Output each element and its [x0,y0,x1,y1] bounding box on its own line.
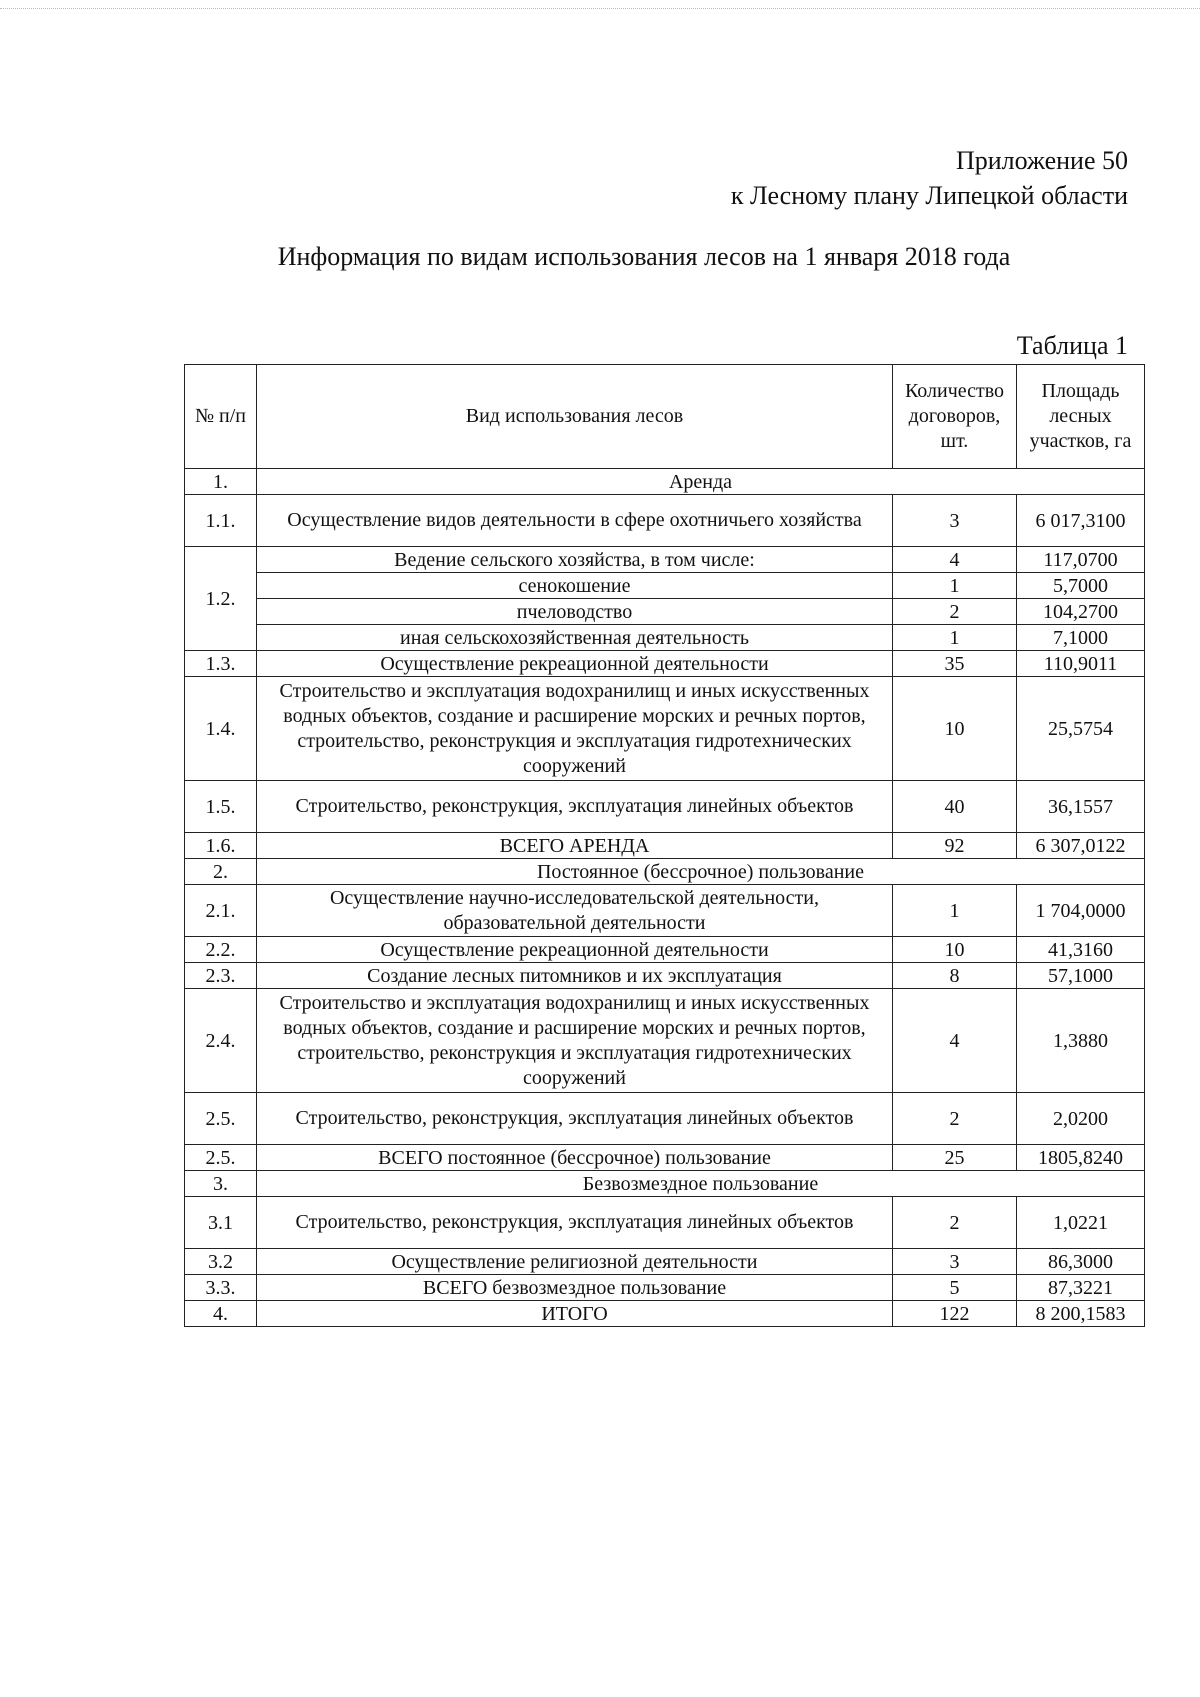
table-caption: Таблица 1 [1016,331,1128,360]
row-type: Осуществление видов деятельности в сфере охотничьего хозяйства [257,495,893,547]
row-type: иная сельскохозяйственная деятельность [257,625,893,651]
row-area: 25,5754 [1017,677,1145,781]
row-area: 57,1000 [1017,963,1145,989]
row-num: 2.5. [185,1093,257,1145]
row-area: 87,3221 [1017,1275,1145,1301]
row-type: Осуществление научно-исследовательской деятельности, образовательной деятельности [257,885,893,937]
row-area: 86,3000 [1017,1249,1145,1275]
row-count: 10 [893,677,1017,781]
row-count: 8 [893,963,1017,989]
row-area: 1805,8240 [1017,1145,1145,1171]
row-num: 3.1 [185,1197,257,1249]
row-count: 2 [893,599,1017,625]
row-num: 2.5. [185,1145,257,1171]
table-row [185,1197,1145,1249]
row-type: Ведение сельского хозяйства, в том числе: [257,547,893,573]
row-type: Строительство, реконструкция, эксплуатация линейных объектов [257,1093,893,1145]
row-area: 104,2700 [1017,599,1145,625]
section-row [185,469,1145,495]
row-num: 1.3. [185,651,257,677]
row-area: 8 200,1583 [1017,1301,1145,1327]
table-row [185,547,1145,573]
table-row [185,651,1145,677]
document-title: Информация по видам использования лесов на 1 января 2018 года [277,242,1011,271]
annex-line-1: Приложение 50 [955,146,1128,175]
annex-line-2: к Лесному плану Липецкой области [730,181,1128,210]
row-type: ВСЕГО безвозмездное пользование [257,1275,893,1301]
row-num: 2.1. [185,885,257,937]
row-num: 1.2. [185,547,257,651]
header-area: Площадь лесных участков, га [1017,365,1145,469]
table-row [185,677,1145,781]
annex-header [731,143,1128,213]
section-row [185,859,1145,885]
table-row [185,625,1145,651]
row-num: 3.2 [185,1249,257,1275]
row-type: ВСЕГО АРЕНДА [257,833,893,859]
row-type: пчеловодство [257,599,893,625]
table-row [185,1275,1145,1301]
row-count: 5 [893,1275,1017,1301]
section-title: Безвозмездное пользование [257,1171,1145,1197]
header-count: Количество договоров, шт. [893,365,1017,469]
row-num: 2.2. [185,937,257,963]
row-type: Строительство, реконструкция, эксплуатация линейных объектов [257,781,893,833]
table-row [185,573,1145,599]
row-count: 1 [893,625,1017,651]
row-count: 10 [893,937,1017,963]
row-area: 1,3880 [1017,989,1145,1093]
row-type: Строительство, реконструкция, эксплуатация линейных объектов [257,1197,893,1249]
row-num: 2.4. [185,989,257,1093]
row-area: 7,1000 [1017,625,1145,651]
table-row [185,937,1145,963]
row-count: 40 [893,781,1017,833]
table-row [185,781,1145,833]
row-num: 4. [185,1301,257,1327]
row-num: 1.4. [185,677,257,781]
row-area: 1,0221 [1017,1197,1145,1249]
row-count: 1 [893,885,1017,937]
table-row [185,1145,1145,1171]
total-row [185,1301,1145,1327]
row-area: 110,9011 [1017,651,1145,677]
forest-use-table [184,364,1145,1327]
table-row [185,885,1145,937]
table-row [185,989,1145,1093]
row-count: 2 [893,1093,1017,1145]
row-area: 36,1557 [1017,781,1145,833]
row-area: 117,0700 [1017,547,1145,573]
row-count: 3 [893,1249,1017,1275]
section-row [185,1171,1145,1197]
row-type: Строительство и эксплуатация водохранилищ и иных искусственных водных объектов, создание и расширение морских и речных портов, строительство, реконструкция и эксплуатация гидротехнических сооружений [257,989,893,1093]
row-num: 1. [185,469,257,495]
header-num: № п/п [185,365,257,469]
row-type: ВСЕГО постоянное (бессрочное) пользование [257,1145,893,1171]
row-count: 35 [893,651,1017,677]
row-type: Создание лесных питомников и их эксплуатация [257,963,893,989]
row-type: сенокошение [257,573,893,599]
row-area: 6 017,3100 [1017,495,1145,547]
table-row [185,1093,1145,1145]
row-count: 4 [893,989,1017,1093]
row-count: 92 [893,833,1017,859]
table-body [185,469,1145,1327]
row-num: 3. [185,1171,257,1197]
row-area: 6 307,0122 [1017,833,1145,859]
row-count: 2 [893,1197,1017,1249]
row-area: 1 704,0000 [1017,885,1145,937]
row-num: 1.6. [185,833,257,859]
row-count: 1 [893,573,1017,599]
row-count: 3 [893,495,1017,547]
scan-top-border [0,8,1200,9]
table-row [185,599,1145,625]
table-row [185,495,1145,547]
table-header-row [185,365,1145,469]
row-count: 4 [893,547,1017,573]
table-row [185,833,1145,859]
row-num: 1.5. [185,781,257,833]
row-type: Осуществление религиозной деятельности [257,1249,893,1275]
table-row [185,1249,1145,1275]
row-area: 2,0200 [1017,1093,1145,1145]
row-area: 41,3160 [1017,937,1145,963]
header-type: Вид использования лесов [257,365,893,469]
row-type: Строительство и эксплуатация водохранилищ и иных искусственных водных объектов, создание и расширение морских и речных портов, строительство, реконструкция и эксплуатация гидротехнических сооружений [257,677,893,781]
row-num: 3.3. [185,1275,257,1301]
row-count: 122 [893,1301,1017,1327]
row-num: 2.3. [185,963,257,989]
section-title: Постоянное (бессрочное) пользование [257,859,1145,885]
row-count: 25 [893,1145,1017,1171]
row-area: 5,7000 [1017,573,1145,599]
row-type: ИТОГО [257,1301,893,1327]
table-row [185,963,1145,989]
row-num: 2. [185,859,257,885]
row-type: Осуществление рекреационной деятельности [257,937,893,963]
row-type: Осуществление рекреационной деятельности [257,651,893,677]
section-title: Аренда [257,469,1145,495]
row-num: 1.1. [185,495,257,547]
